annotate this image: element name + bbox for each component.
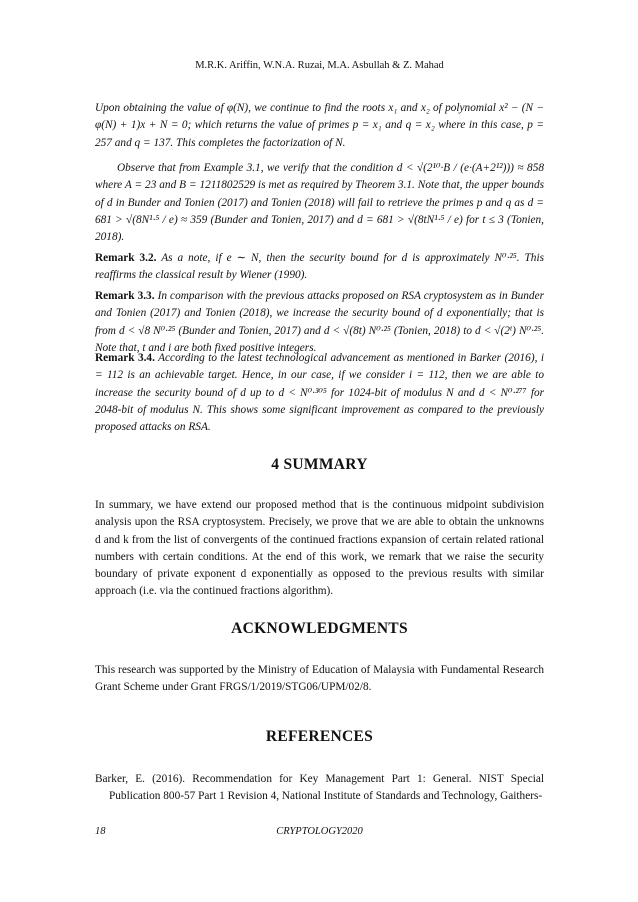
remark-3-3 <box>95 288 544 357</box>
running-head: M.R.K. Ariffin, W.N.A. Ruzai, M.A. Asbullah & Z. Mahad <box>195 60 444 71</box>
page-number: 18 <box>95 826 106 837</box>
remark-3-4-text: According to the latest technological advancement as mentioned in Barker (2016), i = 112 is an achievable target. Hence, in our case, if we consider i = 112, then we are able to increase the security bound of d up to d < N⁰·³⁰⁵ for 1024-bit of modulus N and d < N⁰·²⁷⁷ for 2048-bit of modulus N. This shows some significant improvement as compared to the previously proposed attacks on RSA. <box>95 352 544 434</box>
remark-3-4 <box>95 350 544 436</box>
remark-3-4-label: Remark 3.4. <box>95 352 155 364</box>
remark-3-2 <box>95 250 544 285</box>
remark-3-3-text: In comparison with the previous attacks proposed on RSA cryptosystem as in Bunder and Tonien (2017) and Tonien (2018), we increase the security bound of d exponentially; that is from d < √8 N⁰·²⁵ (Bunder and Tonien, 2017) and d < √(8t) N⁰·²⁵ (Tonien, 2018) to d < √(2ⁱ) N⁰·²⁵. Note that, t and i are both fixed positive integers. <box>95 290 544 354</box>
remark-3-2-text: As a note, if e ∼ N, then the security bound for d is approximately N⁰·²⁵. This reaffirms the classical result by Wiener (1990). <box>95 252 544 282</box>
remark-3-2-label: Remark 3.2. <box>95 252 157 264</box>
remark-3-3-label: Remark 3.3. <box>95 290 155 302</box>
reference-entry: Barker, E. (2016). Recommendation for Key Management Part 1: General. NIST Special Publication 800-57 Part 1 Revision 4, National Institute of Standards and Technology, Gaithers- <box>95 773 544 803</box>
journal-name: CRYPTOLOGY2020 <box>276 826 363 837</box>
paragraph-roots: Upon obtaining the value of φ(N), we continue to find the roots x₁ and x₂ of polynomial x² − (N − φ(N) + 1)x + N = 0; which returns the value of primes p = x₁ and q = x₂ where in this case, p = 257 and q = 137. This completes the factorization of N. <box>95 102 544 149</box>
section-heading-acknowledgments: ACKNOWLEDGMENTS <box>231 620 408 637</box>
summary-paragraph: In summary, we have extend our proposed method that is the continuous midpoint subdivision analysis upon the RSA cryptosystem. Precisely, we prove that we are able to obtain the unknowns d and k from the list of convergents of the continued fractions expansion of certain related rational numbers with certain conditions. At the end of this work, we remark that we raise the security boundary of private exponent d exponentially as opposed to the previous results with similar approach (i.e. via the continued fractions algorithm). <box>95 499 544 598</box>
acknowledgments-paragraph: This research was supported by the Ministry of Education of Malaysia with Fundamental Research Grant Scheme under Grant FRGS/1/2019/STG06/UPM/02/8. <box>95 664 544 694</box>
section-heading-summary: 4 SUMMARY <box>271 456 368 473</box>
section-heading-references: REFERENCES <box>265 728 374 745</box>
paragraph-bounds-observation: Observe that from Example 3.1, we verify that the condition d < √(2¹⁰·B / (e·(A+2¹²))) ≈ 858 where A = 23 and B = 1211802529 is met as required by Theorem 3.1. Note that, the upper bounds of d in Bunder and Tonien (2017) and Tonien (2018) will fail to retrieve the primes p and q as d = 681 > √(8N¹·⁵ / e) ≈ 359 (Bunder and Tonien, 2017) and d = 681 > √(8tN¹·⁵ / e) for t ≤ 3 (Tonien, 2018). <box>95 162 544 244</box>
